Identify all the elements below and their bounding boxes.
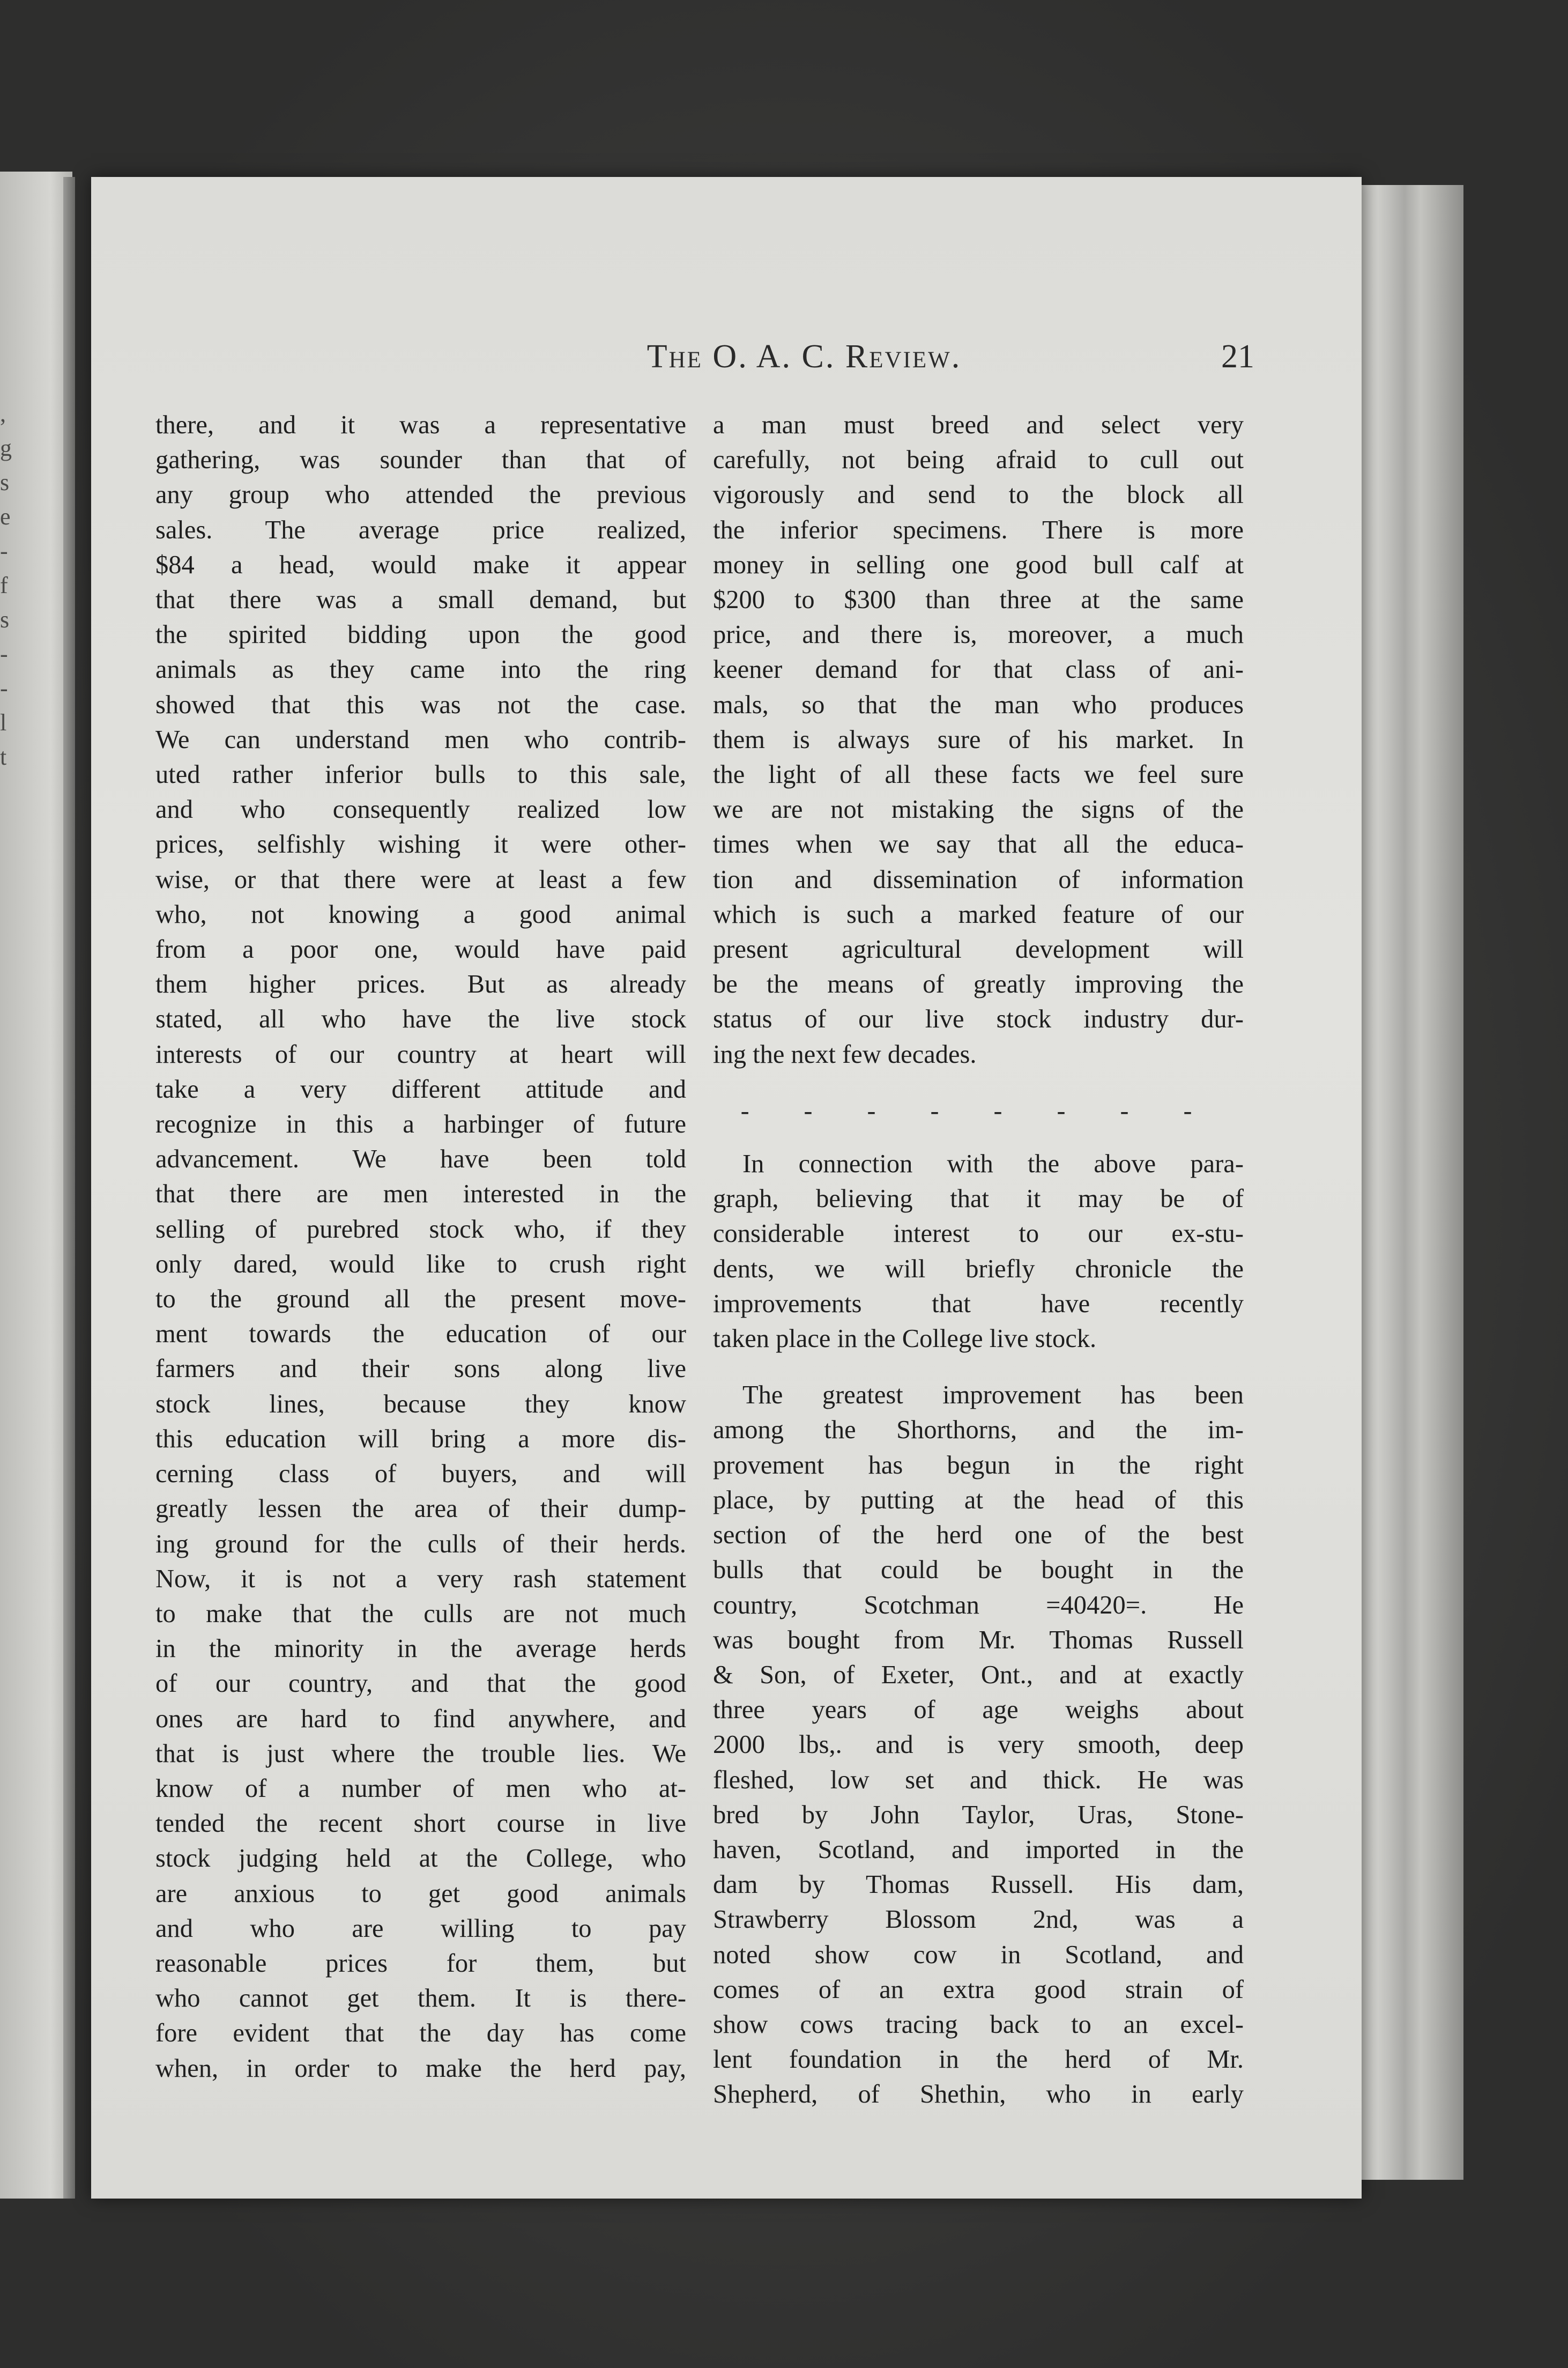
text-line: and who are willing to pay bbox=[155, 1914, 686, 1943]
margin-fragment: f bbox=[0, 572, 8, 598]
page-stack-edge bbox=[1356, 185, 1463, 2180]
text-line: that there was a small demand, but bbox=[155, 586, 686, 615]
text-line: advancement. We have been told bbox=[155, 1145, 686, 1174]
text-line: bred by John Taylor, Uras, Stone- bbox=[713, 1800, 1244, 1829]
text-line: take a very different attitude and bbox=[155, 1075, 686, 1104]
text-line: uted rather inferior bulls to this sale, bbox=[155, 760, 686, 789]
text-line: ing the next few decades. bbox=[713, 1040, 977, 1069]
text-line: the light of all these facts we feel sure bbox=[713, 760, 1244, 789]
text-line: stated, all who have the live stock bbox=[155, 1005, 686, 1034]
text-line: ing ground for the culls of their herds. bbox=[155, 1529, 686, 1558]
text-line: Strawberry Blossom 2nd, was a bbox=[713, 1905, 1244, 1934]
text-line: keener demand for that class of ani- bbox=[713, 655, 1244, 684]
text-line: this education will bring a more dis- bbox=[155, 1424, 686, 1453]
text-line: haven, Scotland, and imported in the bbox=[713, 1835, 1244, 1864]
right-column bbox=[713, 408, 1244, 2112]
text-line: dam by Thomas Russell. His dam, bbox=[713, 1870, 1244, 1899]
text-line: section of the herd one of the best bbox=[713, 1521, 1244, 1550]
text-line: 2000 lbs,. and is very smooth, deep bbox=[713, 1730, 1244, 1759]
text-line: showed that this was not the case. bbox=[155, 690, 686, 719]
text-line: that is just where the trouble lies. We bbox=[155, 1739, 686, 1768]
text-line: are anxious to get good animals bbox=[155, 1879, 686, 1908]
left-column bbox=[155, 408, 686, 2086]
text-line: & Son, of Exeter, Ont., and at exactly bbox=[713, 1660, 1244, 1689]
text-line: selling of purebred stock who, if they bbox=[155, 1215, 686, 1244]
text-line: the spirited bidding upon the good bbox=[155, 620, 686, 649]
text-line: to make that the culls are not much bbox=[155, 1599, 686, 1628]
text-line: taken place in the College live stock. bbox=[713, 1324, 1097, 1353]
text-line: cerning class of buyers, and will bbox=[155, 1460, 686, 1489]
text-line: The greatest improvement has been bbox=[742, 1381, 1244, 1410]
text-line: of our country, and that the good bbox=[155, 1669, 686, 1698]
book-gutter bbox=[63, 177, 75, 2199]
text-line: we are not mistaking the signs of the bbox=[713, 795, 1244, 824]
text-line: ment towards the education of our bbox=[155, 1320, 686, 1349]
text-line: and who consequently realized low bbox=[155, 795, 686, 824]
text-line: greatly lessen the area of their dump- bbox=[155, 1494, 686, 1523]
margin-fragment: l bbox=[0, 709, 7, 736]
facing-page-text-fragments bbox=[0, 397, 21, 1737]
text-line: the inferior specimens. There is more bbox=[713, 515, 1244, 544]
text-line: fore evident that the day has come bbox=[155, 2019, 686, 2048]
text-line: who cannot get them. It is there- bbox=[155, 1984, 686, 2013]
page-number: 21 bbox=[1221, 338, 1254, 375]
text-line: comes of an extra good strain of bbox=[713, 1975, 1244, 2004]
text-line: In connection with the above para- bbox=[742, 1150, 1244, 1179]
text-line: recognize in this a harbinger of future bbox=[155, 1110, 686, 1139]
text-line: stock judging held at the College, who bbox=[155, 1844, 686, 1873]
text-line: considerable interest to our ex-stu- bbox=[713, 1219, 1244, 1248]
text-line: wise, or that there were at least a few bbox=[155, 865, 686, 894]
paragraph-gap bbox=[713, 1356, 1244, 1378]
text-line: Now, it is not a very rash statement bbox=[155, 1564, 686, 1593]
text-line: who, not knowing a good animal bbox=[155, 900, 686, 929]
text-line: bulls that could be bought in the bbox=[713, 1556, 1244, 1585]
text-line: $84 a head, would make it appear bbox=[155, 550, 686, 579]
text-line: interests of our country at heart will bbox=[155, 1040, 686, 1069]
text-line: We can understand men who contrib- bbox=[155, 725, 686, 754]
text-line: tion and dissemination of information bbox=[713, 865, 1244, 894]
text-line: fleshed, low set and thick. He was bbox=[713, 1765, 1244, 1794]
text-line: ones are hard to find anywhere, and bbox=[155, 1704, 686, 1733]
text-line: present agricultural development will bbox=[713, 935, 1244, 964]
text-line: three years of age weighs about bbox=[713, 1696, 1244, 1725]
text-line: graph, believing that it may be of bbox=[713, 1185, 1244, 1213]
text-line: sales. The average price realized, bbox=[155, 515, 686, 544]
text-line: any group who attended the previous bbox=[155, 480, 686, 509]
text-line: that there are men interested in the bbox=[155, 1180, 686, 1209]
text-line: when, in order to make the herd pay, bbox=[155, 2054, 686, 2083]
text-line: which is such a marked feature of our bbox=[713, 900, 1244, 929]
text-line: dents, we will briefly chronicle the bbox=[713, 1254, 1244, 1283]
text-line: status of our live stock industry dur- bbox=[713, 1005, 1244, 1034]
text-line: carefully, not being afraid to cull out bbox=[713, 446, 1244, 475]
text-line: in the minority in the average herds bbox=[155, 1634, 686, 1663]
text-line: from a poor one, would have paid bbox=[155, 935, 686, 964]
text-line: among the Shorthorns, and the im- bbox=[713, 1416, 1244, 1445]
text-line: was bought from Mr. Thomas Russell bbox=[713, 1625, 1244, 1654]
margin-fragment: , bbox=[0, 401, 6, 427]
text-line: times when we say that all the educa- bbox=[713, 830, 1244, 859]
text-line: show cows tracing back to an excel- bbox=[713, 2010, 1244, 2039]
margin-fragment: - bbox=[0, 675, 8, 701]
margin-fragment: s bbox=[0, 469, 10, 495]
text-line: lent foundation in the herd of Mr. bbox=[713, 2045, 1244, 2074]
text-line: Shepherd, of Shethin, who in early bbox=[713, 2080, 1244, 2109]
text-line: noted show cow in Scotland, and bbox=[713, 1940, 1244, 1969]
text-line: gathering, was sounder than that of bbox=[155, 446, 686, 475]
margin-fragment: - bbox=[0, 538, 8, 564]
text-line: a man must breed and select very bbox=[713, 411, 1244, 439]
text-line: them higher prices. But as already bbox=[155, 970, 686, 999]
text-line: to the ground all the present move- bbox=[155, 1285, 686, 1314]
running-head: The O. A. C. Review. bbox=[646, 338, 962, 375]
text-line: provement has begun in the right bbox=[713, 1451, 1244, 1479]
text-line: mals, so that the man who produces bbox=[713, 690, 1244, 719]
margin-fragment: g bbox=[0, 435, 12, 461]
margin-fragment: - bbox=[0, 641, 8, 667]
text-line: reasonable prices for them, but bbox=[155, 1949, 686, 1978]
margin-fragment: t bbox=[0, 744, 7, 770]
text-line: be the means of greatly improving the bbox=[713, 970, 1244, 999]
section-separator: - - - - - - - - bbox=[740, 1096, 1216, 1125]
text-line: animals as they came into the ring bbox=[155, 655, 686, 684]
text-line: money in selling one good bull calf at bbox=[713, 550, 1244, 579]
margin-fragment: s bbox=[0, 606, 10, 633]
text-line: there, and it was a representative bbox=[155, 411, 686, 439]
text-line: them is always sure of his market. In bbox=[713, 725, 1244, 754]
text-line: improvements that have recently bbox=[713, 1289, 1244, 1318]
text-line: prices, selfishly wishing it were other- bbox=[155, 830, 686, 859]
text-line: stock lines, because they know bbox=[155, 1389, 686, 1418]
text-line: only dared, would like to crush right bbox=[155, 1249, 686, 1278]
text-line: vigorously and send to the block all bbox=[713, 480, 1244, 509]
text-line: place, by putting at the head of this bbox=[713, 1485, 1244, 1514]
text-line: tended the recent short course in live bbox=[155, 1809, 686, 1838]
text-line: price, and there is, moreover, a much bbox=[713, 620, 1244, 649]
text-line: $200 to $300 than three at the same bbox=[713, 586, 1244, 615]
text-line: farmers and their sons along live bbox=[155, 1355, 686, 1383]
margin-fragment: e bbox=[0, 504, 11, 530]
text-line: country, Scotchman =40420=. He bbox=[713, 1590, 1244, 1619]
text-line: know of a number of men who at- bbox=[155, 1774, 686, 1803]
